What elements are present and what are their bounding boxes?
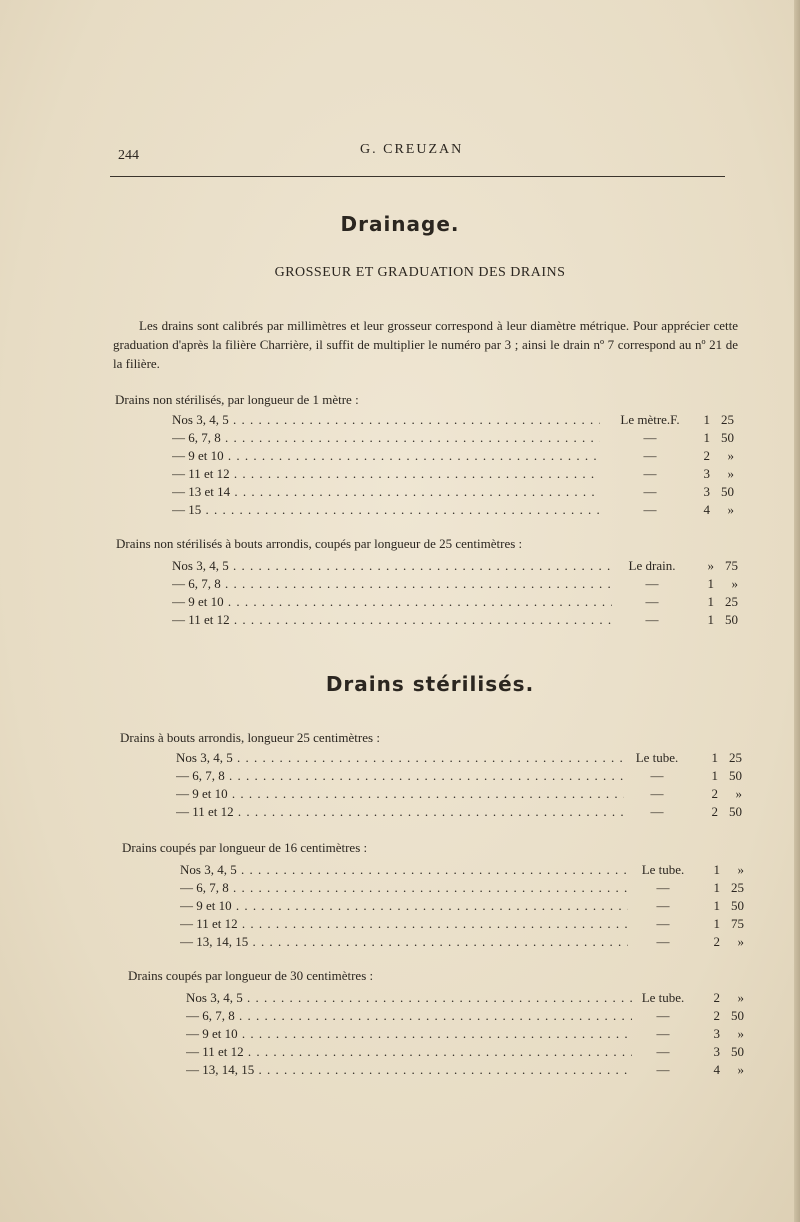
row-label: Nos 3, 4, 5 . . . [172,412,600,428]
row-price [692,502,734,518]
row-unit: — [656,1008,670,1023]
price-dec: » [737,1026,744,1041]
row-label: — 13 et 14 . . . [172,484,600,500]
price-int: 1 [711,750,718,765]
row-price [700,1008,744,1024]
price-int: 3 [703,484,710,499]
row-unit: Le drain. [628,558,676,573]
row-label: — 9 et 10 . . . [180,898,628,914]
row-price [700,786,742,802]
row-label: — 6, 7, 8 . . . [180,880,628,896]
section-title-sterilises: Drains stérilisés. [325,672,535,696]
row-unit: — [656,1044,670,1059]
price-dec: » [737,1062,744,1077]
row-unit: — [645,576,659,591]
price-int: 2 [713,1008,720,1023]
row-unit: — [656,1062,670,1077]
row-price [700,990,744,1006]
price-dec: 50 [725,612,738,627]
price-dec: » [731,576,738,591]
price-dec: 50 [721,430,734,445]
price-int: 1 [707,612,714,627]
price-int: 4 [713,1062,720,1077]
price-int: 1 [707,594,714,609]
price-int: 2 [713,990,720,1005]
intro-paragraph [113,316,738,373]
row-label: — 11 et 12 . . . [180,916,628,932]
row-unit: — [656,880,670,895]
price-int: 2 [713,934,720,949]
row-label: — 6, 7, 8 . . . [172,576,612,592]
row-label: — 9 et 10 . . . [176,786,624,802]
price-int: 1 [711,768,718,783]
row-unit: Le mètre.F. [620,412,680,427]
row-price [700,768,742,784]
row-label: — 11 et 12 . . . [186,1044,632,1060]
row-price [700,1062,744,1078]
price-dec: 25 [729,750,742,765]
row-label: Nos 3, 4, 5 . . . [180,862,628,878]
row-label: — 11 et 12 . . . [176,804,624,820]
price-dec: » [727,448,734,463]
row-label: Nos 3, 4, 5 . . . [172,558,612,574]
price-int: 1 [713,880,720,895]
row-unit: — [650,786,664,801]
row-price [696,576,738,592]
price-dec: 50 [721,484,734,499]
price-dec: 50 [731,898,744,913]
price-int: 1 [713,862,720,877]
price-dec: 25 [731,880,744,895]
row-unit: — [643,466,657,481]
row-price [702,934,744,950]
intro-text: Les drains sont calibrés par millimètres et leur grosseur correspond à leur diamètre métrique. Pour apprécier cette graduation d'après la filière Charrière, il suffit de multiplier le numéro par 3 ; ainsi le drain nº 7 correspond au nº 21 de la filière. [113,318,738,371]
price-int: 4 [703,502,710,517]
row-unit: Le tube. [641,862,685,877]
price-int: 1 [707,576,714,591]
price-dec: 75 [731,916,744,931]
row-price [702,862,744,878]
section-title-drainage: Drainage. [340,212,460,236]
price-dec: 25 [725,594,738,609]
row-unit: — [643,502,657,517]
price-dec: » [727,466,734,481]
row-label: — 6, 7, 8 . . . [176,768,624,784]
price-dec: 75 [725,558,738,573]
row-label: — 9 et 10 . . . [172,448,600,464]
row-unit: Le tube. [635,750,679,765]
row-unit: — [650,804,664,819]
row-price [696,612,738,628]
price-dec: 50 [731,1044,744,1059]
row-price [696,558,738,574]
row-label: — 9 et 10 . . . [186,1026,632,1042]
price-int: 2 [711,804,718,819]
row-price [700,750,742,766]
price-int: 3 [713,1026,720,1041]
group-label: Drains coupés par longueur de 16 centimètres : [122,840,368,855]
group-label: Drains à bouts arrondis, longueur 25 centimètres : [120,730,380,745]
row-label: Nos 3, 4, 5 . . . [186,990,632,1006]
row-label: Nos 3, 4, 5 . . . [176,750,624,766]
price-dec: 50 [731,1008,744,1023]
row-unit: — [643,484,657,499]
row-price [702,880,744,896]
price-dec: 50 [729,804,742,819]
page-edge [794,0,800,1222]
row-price [700,1044,744,1060]
price-dec: » [737,862,744,877]
group-label: Drains non stérilisés, par longueur de 1 mètre : [115,392,359,407]
price-int: 2 [711,786,718,801]
row-price [692,430,734,446]
row-label: — 6, 7, 8 . . . [172,430,600,446]
row-price [702,916,744,932]
price-int: 3 [703,466,710,481]
group-label: Drains non stérilisés à bouts arrondis, coupés par longueur de 25 centimètres : [116,536,523,551]
group-label: Drains coupés par longueur de 30 centimètres : [128,968,374,983]
price-dec: » [737,934,744,949]
row-unit: — [656,1026,670,1041]
row-unit: — [643,448,657,463]
row-unit: — [645,594,659,609]
price-dec: 50 [729,768,742,783]
row-price [696,594,738,610]
price-dec: » [727,502,734,517]
price-int: 3 [713,1044,720,1059]
row-label: — 15 . . . [172,502,600,518]
row-unit: — [645,612,659,627]
price-int: » [707,558,714,573]
row-price [692,466,734,482]
price-int: 1 [703,412,710,427]
price-dec: » [737,990,744,1005]
row-label: — 11 et 12 . . . [172,612,612,628]
page-header [110,140,725,177]
price-int: 2 [703,448,710,463]
price-dec: » [735,786,742,801]
row-unit: — [656,898,670,913]
row-price [692,484,734,500]
row-unit: — [656,916,670,931]
running-head: G. CREUZAN [360,142,464,157]
row-unit: — [643,430,657,445]
row-unit: Le tube. [641,990,685,1005]
section-subtitle: GROSSEUR ET GRADUATION DES DRAINS [274,265,566,280]
row-label: — 11 et 12 . . . [172,466,600,482]
row-label: — 13, 14, 15 . . . [186,1062,632,1078]
row-label: — 6, 7, 8 . . . [186,1008,632,1024]
row-unit: — [656,934,670,949]
row-unit: — [650,768,664,783]
row-price [692,448,734,464]
row-price [692,412,734,428]
price-dec: 25 [721,412,734,427]
row-price [702,898,744,914]
row-label: — 9 et 10 . . . [172,594,612,610]
price-int: 1 [703,430,710,445]
price-int: 1 [713,898,720,913]
page-number: 244 [118,148,139,163]
price-int: 1 [713,916,720,931]
row-price [700,1026,744,1042]
row-price [700,804,742,820]
row-label: — 13, 14, 15 . . . [180,934,628,950]
